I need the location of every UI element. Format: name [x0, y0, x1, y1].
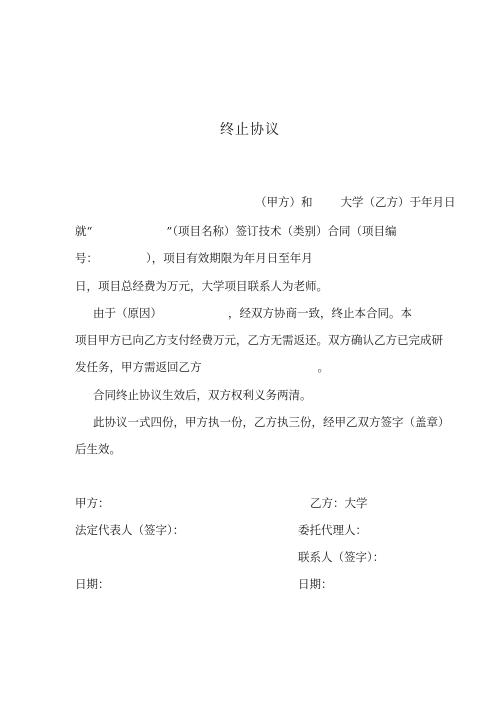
party-b-label: 乙方：大学: [310, 496, 368, 510]
quote-open: 就“: [75, 224, 93, 238]
body-line-9: 此协议一式四份，甲方执一份，乙方执三份，经甲乙双方签字（盖章）: [93, 415, 450, 429]
body-line-1: [255, 197, 456, 209]
legal-representative-label: 法定代表人（签字）：: [75, 523, 185, 537]
body-line-3: [75, 253, 313, 265]
authorized-agent-label: 委托代理人：: [298, 523, 367, 537]
body-line-6: 项目甲方已向乙方支付经费万元，乙方无需返还。双方确认乙方已完成研: [75, 333, 443, 347]
university-party-b-date: 大学（乙方）于年月日: [340, 195, 456, 209]
reason-label: 由于（原因）: [93, 306, 162, 320]
contact-person-label: 联系人（签字）：: [298, 550, 385, 564]
date-a-label: 日期：: [75, 577, 110, 591]
body-line-7: [75, 362, 329, 374]
number-label: 号：: [75, 251, 98, 265]
body-line-8: 合同终止协议生效后，双方权利义务两清。: [93, 388, 312, 402]
termination-agreed: ，经双方协商一致，终止本合同。本: [228, 306, 412, 320]
body-line-2: [75, 226, 397, 238]
return-to-party-b: 发任务，甲方需返回乙方: [75, 360, 202, 374]
party-a-label: 甲方：: [75, 496, 110, 510]
body-line-4: 日，项目总经费为万元，大学项目联系人为老师。: [75, 279, 328, 293]
validity-period: ），项目有效期限为年月日至年月: [146, 251, 313, 265]
full-stop: 。: [317, 360, 329, 374]
project-name-contract: ”（项目名称）签订技术（类别）合同（项目编: [166, 224, 397, 238]
date-b-label: 日期：: [298, 577, 333, 591]
party-a-and: （甲方）和: [255, 195, 313, 209]
body-line-5: [93, 308, 412, 320]
body-line-10: 后生效。: [75, 442, 121, 456]
document-title: 终止协议: [220, 122, 280, 138]
